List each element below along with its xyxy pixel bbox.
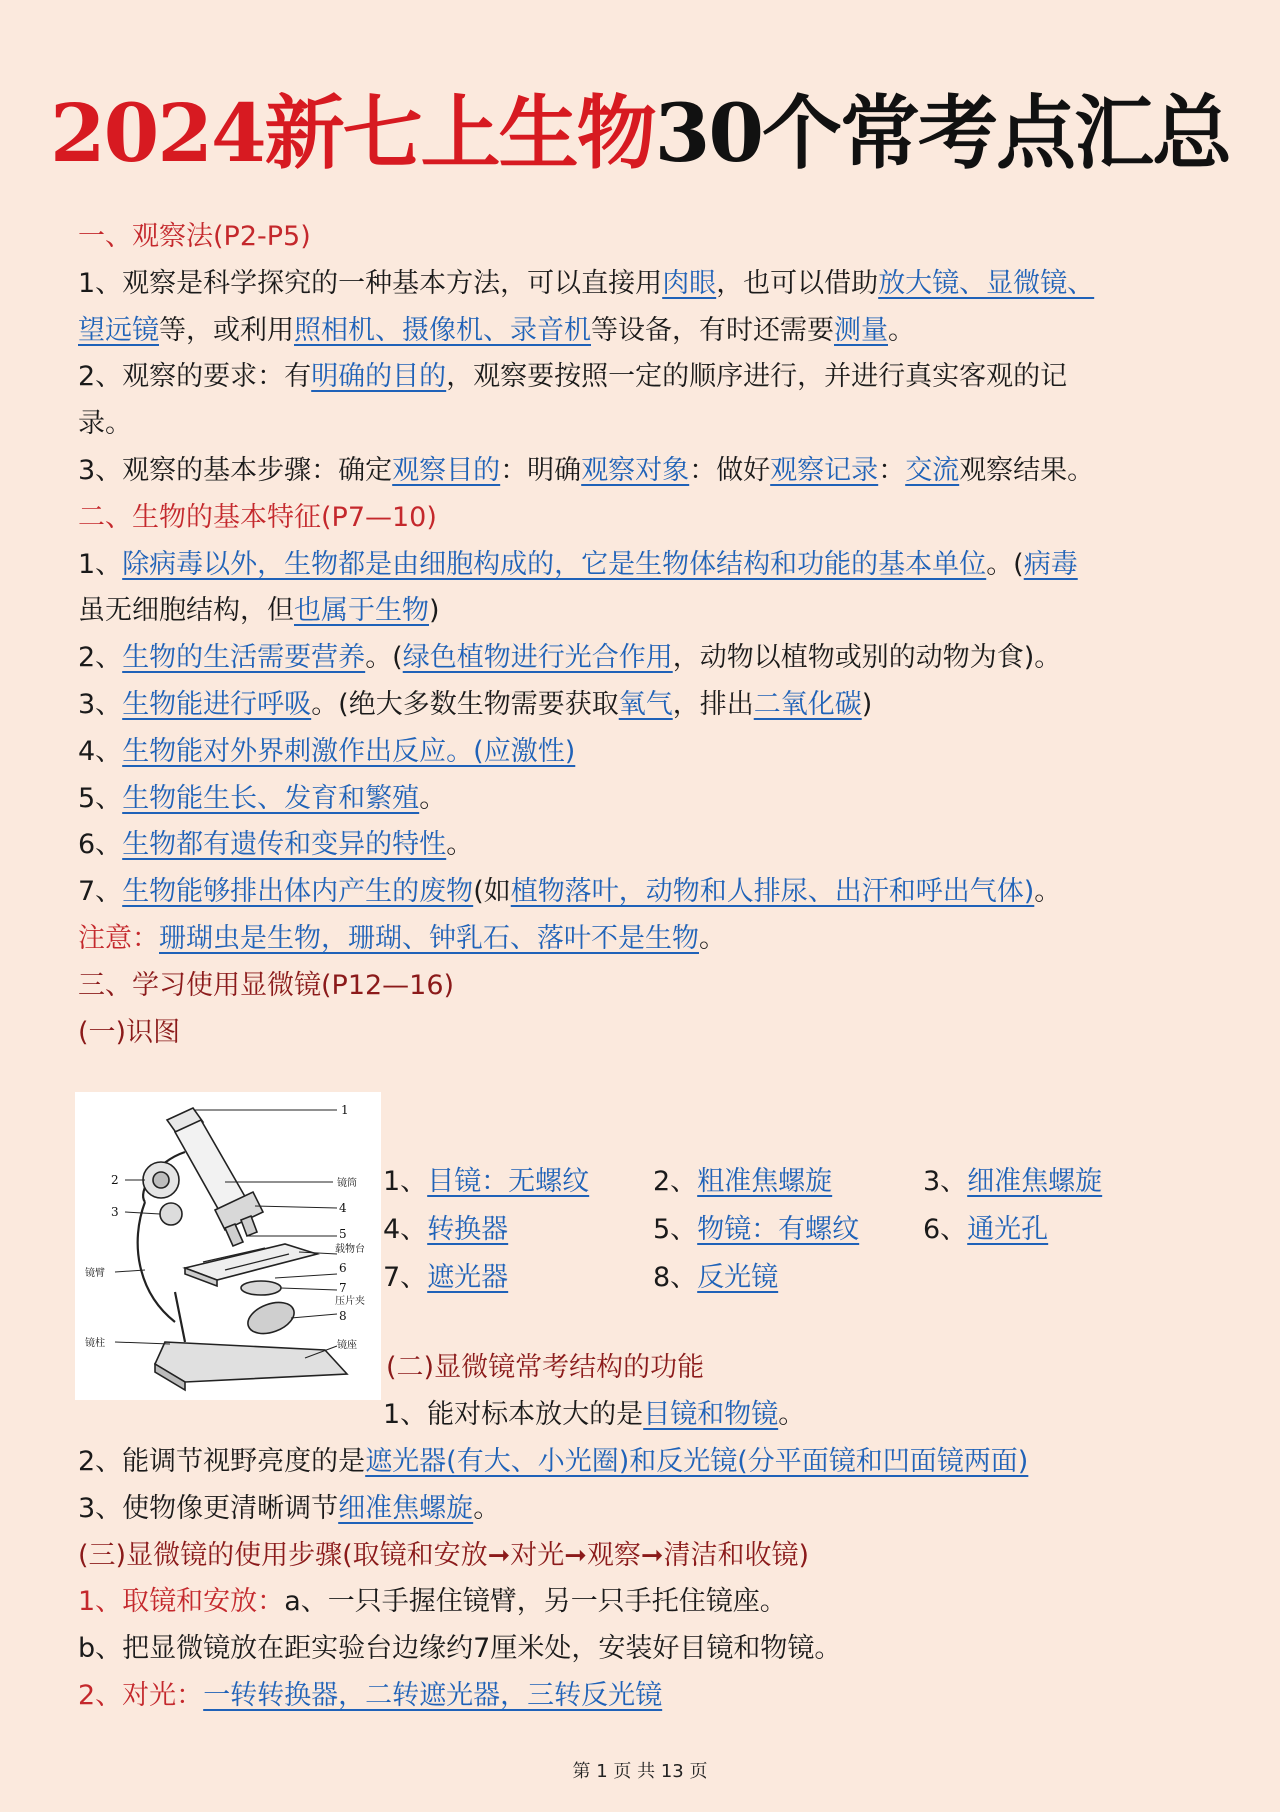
keyword: 放大镜、显微镜、 — [878, 267, 1095, 299]
s3-function-1 — [383, 1392, 805, 1439]
text: 观察结果。 — [959, 454, 1095, 486]
main-content-continued — [78, 1439, 1208, 1720]
text: 。 — [888, 314, 915, 346]
part-number: 3、 — [923, 1166, 968, 1197]
text: ) — [861, 688, 873, 720]
fig-label-4: 4 — [339, 1201, 347, 1215]
s3-step-1 — [78, 1579, 1208, 1626]
part-number: 6、 — [923, 1214, 968, 1245]
text: ：做好 — [689, 454, 771, 486]
s1-item-2-line-1 — [78, 354, 1208, 401]
keyword: 观察记录 — [770, 454, 879, 486]
text: 清洁和收镜) — [663, 1539, 810, 1571]
text: (如 — [473, 876, 511, 908]
keyword: 二氧化碳 — [753, 688, 862, 720]
s2-item-1-line-1 — [78, 542, 1208, 589]
text: ，观察要按照一定的顺序进行，并进行真实客观的记 — [446, 361, 1068, 393]
text: 3、观察的基本步骤：确定 — [78, 454, 393, 486]
part-label: 反光镜 — [697, 1262, 779, 1293]
text: ，动物以植物或别的动物为食)。 — [672, 642, 1062, 674]
keyword: 生物能够排出体内产生的废物 — [122, 876, 474, 908]
text: ) — [429, 595, 440, 627]
section-2-heading: 二、生物的基本特征(P7—10) — [78, 501, 437, 533]
microscope-parts-list — [383, 1158, 1223, 1302]
text: a、一只手握住镜臂，另一只手托住镜座。 — [284, 1586, 787, 1618]
part-label: 遮光器 — [427, 1262, 509, 1293]
text: 。 — [419, 782, 447, 814]
s2-item-2 — [78, 635, 1208, 682]
text: ，排出 — [672, 688, 754, 720]
text: ，也可以借助 — [716, 267, 879, 299]
s2-item-7 — [78, 869, 1208, 916]
text: 等设备，有时还需要 — [591, 314, 834, 346]
s2-note — [78, 916, 1208, 963]
part-number: 2、 — [653, 1166, 698, 1197]
keyword: 望远镜 — [78, 314, 159, 346]
part-number: 4、 — [383, 1214, 428, 1245]
fig-label-arm: 镜臂 — [85, 1268, 105, 1279]
parts-row-3 — [383, 1254, 1223, 1302]
text: ：明确 — [500, 454, 582, 486]
keyword: 植物落叶，动物和人排尿、出汗和呼出气体) — [510, 876, 1035, 908]
part-label: 转换器 — [427, 1214, 509, 1245]
keyword: 生物能进行呼吸 — [122, 688, 312, 720]
part-label: 细准焦螺旋 — [967, 1166, 1103, 1197]
text: 等，或利用 — [159, 314, 294, 346]
keyword: 生物能对外界刺激作出反应。(应激性) — [122, 735, 576, 767]
text: 。 — [1034, 876, 1062, 908]
text: 4、 — [78, 735, 123, 767]
part-label: 物镜：有螺纹 — [697, 1214, 860, 1245]
part-label: 粗准焦螺旋 — [697, 1166, 833, 1197]
s1-item-2-line-2: 录。 — [78, 408, 132, 440]
text: 5、 — [78, 782, 123, 814]
keyword: 生物的生活需要营养 — [122, 642, 366, 674]
text: 3、使物像更清晰调节 — [78, 1492, 339, 1524]
part-label: 目镜：无螺纹 — [427, 1166, 590, 1197]
s1-item-1-line-2 — [78, 308, 1208, 355]
fig-label-1: 1 — [341, 1103, 349, 1117]
title-red-part: 2024新七上生物 — [50, 86, 655, 180]
step-label: 2、对光： — [78, 1679, 204, 1711]
keyword: 生物都有遗传和变异的特性 — [122, 829, 447, 861]
text: 。 — [699, 922, 726, 954]
fig-label-6: 6 — [339, 1261, 347, 1275]
section-1-heading: 一、观察法(P2-P5) — [78, 221, 311, 252]
note-label: 注意： — [78, 922, 159, 954]
s3-sub-2: (二)显微镜常考结构的功能 — [386, 1352, 705, 1383]
fig-label-base: 镜座 — [337, 1340, 357, 1351]
text: 对光 — [510, 1539, 565, 1571]
text: 6、 — [78, 829, 123, 861]
keyword: 一转转换器，二转遮光器，三转反光镜 — [203, 1679, 663, 1711]
keyword: 绿色植物进行光合作用 — [402, 642, 673, 674]
fig-label-2: 2 — [111, 1173, 119, 1187]
fig-label-tube: 镜筒 — [337, 1178, 357, 1189]
fig-label-3: 3 — [111, 1205, 119, 1219]
keyword: 病毒 — [1023, 548, 1078, 580]
s3-step-1b: b、把显微镜放在距实验台边缘约7厘米处，安装好目镜和物镜。 — [78, 1633, 842, 1665]
text: 7、 — [78, 876, 123, 908]
keyword: 测量 — [834, 314, 888, 346]
text: (三)显微镜的使用步骤(取镜和安放 — [78, 1539, 488, 1571]
parts-row-2 — [383, 1206, 1223, 1254]
keyword: 氧气 — [618, 688, 673, 720]
keyword: 明确的目的 — [311, 361, 447, 393]
s1-item-1-line-1 — [78, 261, 1208, 308]
keyword: 细准焦螺旋 — [338, 1492, 474, 1524]
s2-item-5 — [78, 776, 1208, 823]
s3-function-3 — [78, 1486, 1208, 1533]
keyword: 遮光器(有大、小光圈)和反光镜(分平面镜和凹面镜两面) — [365, 1446, 1029, 1477]
keyword: 观察目的 — [392, 454, 501, 486]
s2-item-4 — [78, 729, 1208, 776]
fig-label-clip: 压片夹 — [335, 1296, 365, 1307]
s3-sub-3 — [78, 1533, 1208, 1580]
part-4 — [383, 1206, 508, 1254]
fig-label-stage: 载物台 — [335, 1244, 365, 1255]
text: 。 — [778, 1399, 806, 1430]
text: 2、 — [78, 642, 123, 674]
keyword: 肉眼 — [662, 267, 717, 299]
keyword: 珊瑚虫是生物，珊瑚、钟乳石、落叶不是生物 — [159, 922, 699, 954]
part-7 — [383, 1254, 508, 1302]
text: 。 — [473, 1492, 501, 1524]
page-footer: 第 1 页 共 13 页 — [572, 1761, 708, 1782]
text: 2、能调节视野亮度的是 — [78, 1446, 366, 1477]
part-3 — [923, 1158, 1102, 1206]
text: 。( — [986, 548, 1024, 580]
s1-item-3 — [78, 448, 1208, 495]
part-number: 8、 — [653, 1262, 698, 1293]
parts-row-1 — [383, 1158, 1223, 1206]
part-number: 5、 — [653, 1214, 698, 1245]
text: 。 — [446, 829, 474, 861]
title-black-part: 30个常考点汇总 — [654, 86, 1230, 180]
part-1 — [383, 1158, 589, 1206]
arrow-right-icon: ➞ — [487, 1539, 511, 1571]
part-number: 1、 — [383, 1166, 428, 1197]
part-5 — [653, 1206, 859, 1254]
step-label: 1、取镜和安放： — [78, 1586, 285, 1618]
part-2 — [653, 1158, 832, 1206]
text: 2、观察的要求：有 — [78, 361, 312, 393]
text: ： — [878, 454, 906, 486]
keyword: 目镜和物镜 — [643, 1399, 779, 1430]
s2-item-6 — [78, 822, 1208, 869]
text: 3、 — [78, 688, 123, 720]
keyword: 生物能生长、发育和繁殖 — [122, 782, 420, 814]
keyword: 除病毒以外，生物都是由细胞构成的，它是生物体结构和功能的基本单位 — [122, 548, 987, 580]
s3-sub-1: (一)识图 — [78, 1016, 181, 1048]
text: 1、观察是科学探究的一种基本方法，可以直接用 — [78, 267, 663, 299]
microscope-figure — [75, 1092, 381, 1400]
s3-function-2 — [78, 1439, 1208, 1486]
text: 。( — [365, 642, 403, 674]
text: 1、 — [78, 548, 123, 580]
main-content — [78, 214, 1208, 1056]
text: 观察 — [586, 1539, 641, 1571]
arrow-right-icon: ➞ — [640, 1539, 664, 1571]
s2-item-3 — [78, 682, 1208, 729]
fig-label-pillar: 镜柱 — [85, 1338, 105, 1349]
fig-label-5: 5 — [339, 1227, 347, 1241]
keyword: 照相机、摄像机、录音机 — [294, 314, 591, 346]
page-title — [0, 78, 1280, 188]
s3-step-2 — [78, 1673, 1208, 1720]
text: 虽无细胞结构，但 — [78, 595, 294, 627]
microscope-illustration — [75, 1092, 381, 1400]
text: 1、能对标本放大的是 — [383, 1399, 644, 1430]
text: 。(绝大多数生物需要获取 — [311, 688, 619, 720]
keyword: 交流 — [905, 454, 960, 486]
part-6 — [923, 1206, 1048, 1254]
part-8 — [653, 1254, 778, 1302]
arrow-right-icon: ➞ — [564, 1539, 587, 1571]
keyword: 观察对象 — [581, 454, 690, 486]
part-label: 通光孔 — [967, 1214, 1049, 1245]
fig-label-8: 8 — [339, 1309, 347, 1323]
part-number: 7、 — [383, 1262, 428, 1293]
section-3-heading: 三、学习使用显微镜(P12—16) — [78, 969, 455, 1001]
fig-label-7: 7 — [339, 1281, 347, 1295]
s2-item-1-line-2 — [78, 588, 1208, 635]
keyword: 也属于生物 — [294, 595, 429, 627]
